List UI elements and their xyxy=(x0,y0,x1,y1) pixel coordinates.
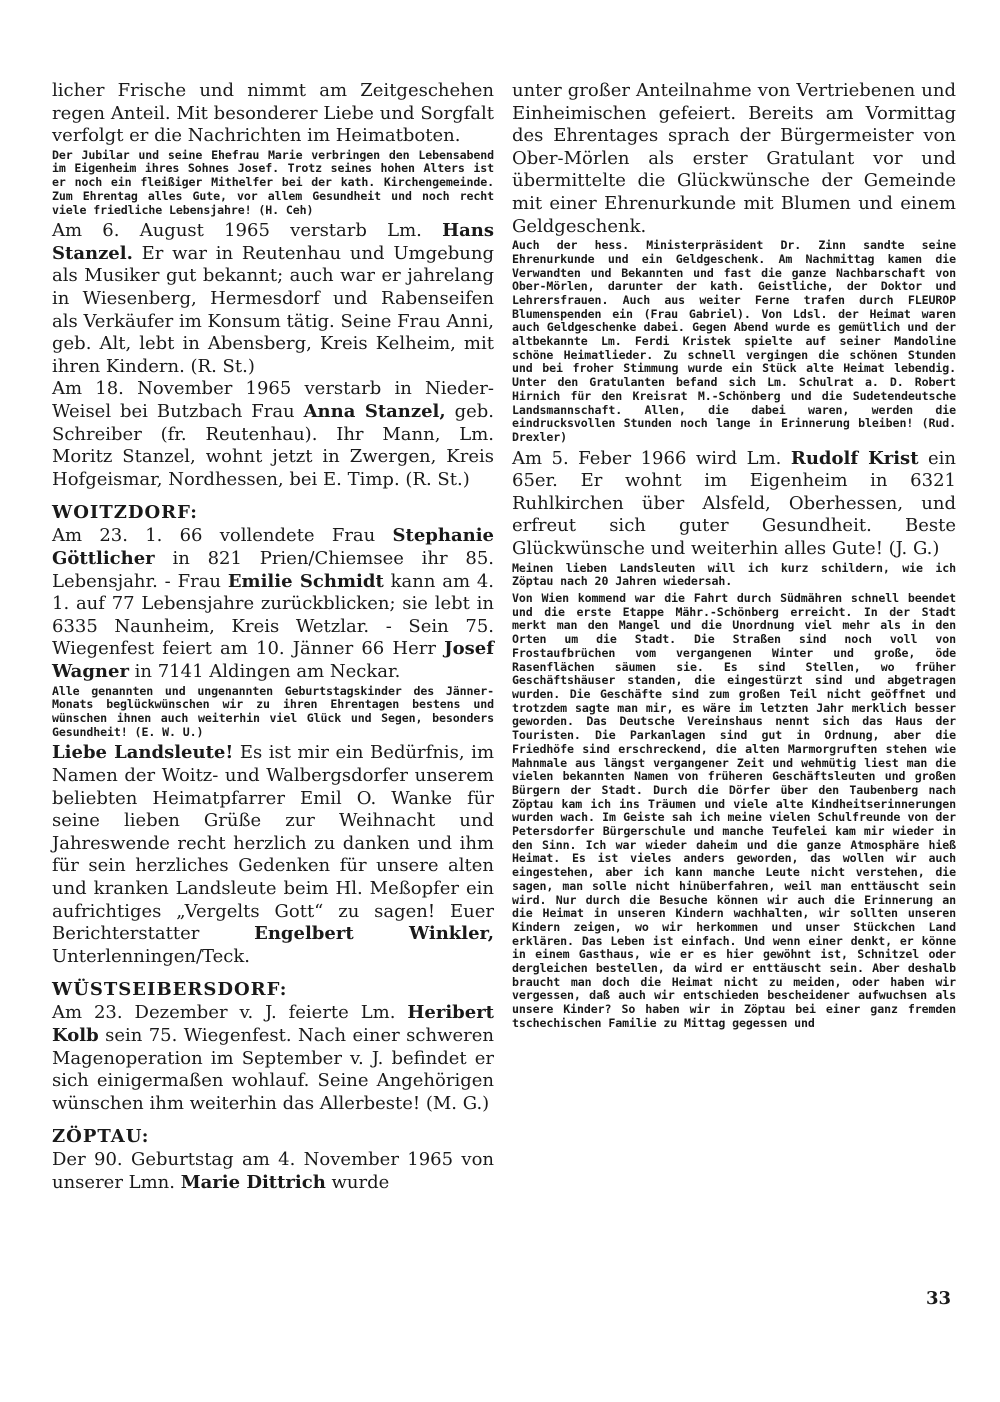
section-heading-zoeptau: ZÖPTAU: xyxy=(52,1126,150,1148)
left-paragraph-anna-stanzel: Am 18. November 1965 verstarb in Nieder-Weisel bei Butzbach Frau Anna Stanzel, geb. Schreiber (fr. Reutenhau). Ihr Mann, Lm. Moritz Stanzel, wohnt jetzt in Zwergen, Kreis Hofgeismar, Nordhessen, bei E. Timp. (R. St.) xyxy=(52,378,495,490)
right-paragraph-reisebericht: Von Wien kommend war die Fahrt durch Südmähren schnell beendet und die erste Etappe Mähr.-Schönberg erreicht. In der Stadt merkt man den Mangel und die Unordnung viel mehr als in den Orten um die Stadt. Die Straßen sind noch voll von Frostaufbrüchen vom vergangenen Winter und große, öde Rasenflächen säumen sie. Es sind Stellen, wo früher Geschäftshäuser standen, die eingestürzt sind und abgetragen wurden. Die Geschäfte sind zum großen Teil nicht geöffnet und trotzdem sagte man mir, es wäre im letzten Jahr merklich besser geworden. Das Deutsche Vereinshaus nennt sich das Haus der Touristen. Die Parkanlagen sind gut in Ordnung, aber die Friedhöfe sind erschreckend, die alten Marmorgruften stehen wie Mahnmale aus längst vergangener Zeit und wehmütig liest man die vielen bekannten Namen von früheren Geschäftsleuten und großen Bürgern der Stadt. Durch die Dörfer über den Taubenberg nach Zöptau kam ich ins Träumen und viele alte Kindheitserinnerungen wurden wach. Im Geiste sah ich meine vielen Schulfreunde von der Petersdorfer Bürgerschule und manche Teufelei kam mir wieder in den Sinn. Ich war wieder daheim und die ganze Atmosphäre hieß Heimat. Es ist vieles anders geworden, das wollen wir auch eingestehen, aber ich kann manche Leute nicht verstehen, die sagen, man solle nicht hinüberfahren, weil man enttäuscht sein wird. Nur durch die Besuche können wir auch die Erinnerung an die Heimat in unseren Kindern wachhalten, wir sollten unseren Kindern zeigen, wo wir herkommen und unser Stückchen Land erklären. Das Leben ist einfach. Und wenn einer denkt, er könne in einem Gasthaus, wie er es hier gewöhnt ist, Schnitzel oder dergleichen bestellen, da wird er enttäuscht sein. Aber deshalb braucht man doch die Heimat nicht zu meiden, oder haben wir vergessen, daß auch wir entschieden bescheidener aufwuchsen als unsere Kinder? So haben wir in Zöptau bei einer ganz fremden tschechischen Familie zu Mittag gegessen und xyxy=(512,591,956,1030)
name-hans-stanzel: Hans Stanzel. xyxy=(52,220,494,264)
left-paragraph-heribert-kolb: Am 23. Dezember v. J. feierte Lm. Heribert Kolb sein 75. Wiegenfest. Nach einer schweren Magenoperation im September v. J. befindet er sich einigermaßen wohlauf. Seine Angehörigen wünschen ihm weiterhin das Allerbeste! (M. G.) xyxy=(52,1002,494,1114)
name-engelbert-winkler: Engelbert Winkler, xyxy=(254,923,494,945)
name-marie-dittrich: Marie Dittrich xyxy=(180,1171,326,1193)
left-paragraph-woitzdorf-birthdays: Am 23. 1. 66 vollendete Frau Stephanie Göttlicher in 821 Prien/Chiemsee ihr 85. Lebensjahr. - Frau Emilie Schmidt kann am 4. 1. auf 77 Lebensjahre zurückblicken; sie lebt in 6335 Naunheim, Kreis Wetzlar. - Sein 75. Wiegenfest feiert am 10. Jänner 66 Herr Josef Wagner in 7141 Aldingen am Neckar. xyxy=(52,525,495,682)
section-heading-wuestseibersdorf: WÜSTSEIBERSDORF: xyxy=(52,979,288,1001)
right-paragraph-anteilnahme: unter großer Anteilnahme von Vertriebenen und Einheimischen gefeiert. Bereits am Vormittag des Ehrentages sprach der Bürgermeister von Ober-Mörlen als erster Gratulant vor und übermittelte die Glückwünsche der Gemeinde mit einer Ehrenurkunde mit Blumen und einem Geldgeschenk. xyxy=(512,80,956,237)
name-heribert-kolb: Heribert Kolb xyxy=(52,1002,494,1046)
name-rudolf-krist: Rudolf Krist xyxy=(790,447,919,469)
name-anna-stanzel: Anna Stanzel, xyxy=(303,401,446,423)
left-paragraph-geburtstagskinder: Alle genannten und ungenannten Geburtstagskinder des Jänner-Monats beglückwünschen wir zu ihren Ehrentagen bestens und wünschen ihnen auch weiterhin viel Glück und Segen, besonders Gesundheit! (E. W. U.) xyxy=(52,683,494,739)
right-paragraph-ministerpraesident: Auch der hess. Ministerpräsident Dr. Zinn sandte seine Ehrenurkunde und ein Geldgeschenk. Am Nachmittag kamen die Verwandten und Bekannten und fast die ganze Nachbarschaft von Ober-Mörlen, darunter der kath. Geistliche, der Doktor und Lehrersfrauen. Auch aus weiter Ferne trafen durch FLEUROP Blumenspenden ein (Frau Gabriel). Von Ldsl. der Heimat waren auch Geldgeschenke dabei. Gegen Abend wurde es gemütlich und der altbekannte Lm. Ferdi Kristek spielte auf seiner Mandoline schöne Heimatlieder. Zu schnell vergingen die schönen Stunden und bei froher Stimmung wurde ein Stück alte Heimat lebendig. Unter den Gratulanten befand sich Lm. Schulrat a. D. Robert Hirnich für den Kreisrat M.-Schönberg und die Sudetendeutsche Landsmannschaft. Allen, die dabei waren, werden die eindrucksvollen Stunden noch lange in Erinnerung bleiben! (Rud. Drexler) xyxy=(512,238,956,444)
right-column xyxy=(512,80,956,1034)
section-heading-woitzdorf: WOITZDORF: xyxy=(52,502,198,524)
left-paragraph-liebe-landsleute: Liebe Landsleute! Es ist mir ein Bedürfnis, im Namen der Woitz- und Walbergsdorfer unserem beliebten Heimatpfarrer Emil O. Wanke für seine lieben Grüße zur Weihnacht und Jahreswende recht herzlich zu danken und ihm für sein herzliches Gedenken für unsere alten und kranken Landsleute beim Hl. Meßopfer ein aufrichtiges „Vergelts Gott“ zu sagen! Euer Berichterstatter Engelbert Winkler, Unterlenningen/Teck. xyxy=(52,742,495,967)
page-number: 33 xyxy=(926,1288,952,1309)
left-paragraph-marie-dittrich: Der 90. Geburtstag am 4. November 1965 von unserer Lmn. Marie Dittrich wurde xyxy=(52,1149,494,1193)
name-emilie-schmidt: Emilie Schmidt xyxy=(227,570,384,592)
left-column xyxy=(52,80,494,1194)
left-paragraph-hans-stanzel: Am 6. August 1965 verstarb Lm. Hans Stanzel. Er war in Reutenhau und Umgebung als Musiker gut bekannt; auch war er jahrelang in Wiesenberg, Hermesdorf und Rabenseifen als Verkäufer im Konsum tätig. Seine Frau Anni, geb. Alt, lebt in Abensberg, Kreis Kelheim, mit ihren Kindern. (R. St.) xyxy=(52,220,494,377)
right-paragraph-rudolf-krist: Am 5. Feber 1966 wird Lm. Rudolf Krist ein 65er. Er wohnt im Eigenheim in 6321 Ruhlkirchen über Alsfeld, Oberhessen, und erfreut sich guter Gesundheit. Beste Glückwünsche und weiterhin alles Gute! (J. G.) xyxy=(512,447,956,560)
name-josef-wagner: Josef Wagner xyxy=(52,638,494,682)
left-paragraph-jubilar: Der Jubilar und seine Ehefrau Marie verbringen den Lebensabend im Eigenheim ihres Sohnes Josef. Trotz seines hohen Alters ist er noch ein fleißiger Mithelfer bei der kath. Kirchengemeinde. Zum Ehrentag alles Gute, vor allem Gesundheit und noch recht viele friedliche Lebensjahre! (H. Ceh) xyxy=(52,147,494,217)
right-paragraph-intro: Meinen lieben Landsleuten will ich kurz schildern, wie ich Zöptau nach 20 Jahren wiedersah. xyxy=(512,560,956,589)
left-paragraph-frische: licher Frische und nimmt am Zeitgeschehen regen Anteil. Mit besonderer Liebe und Sorgfalt verfolgt er die Nachrichten im Heimatboten. xyxy=(52,80,494,147)
salutation-liebe-landsleute: Liebe Landsleute! xyxy=(52,742,234,764)
name-stephanie-goettlicher: Stephanie Göttlicher xyxy=(52,525,494,570)
